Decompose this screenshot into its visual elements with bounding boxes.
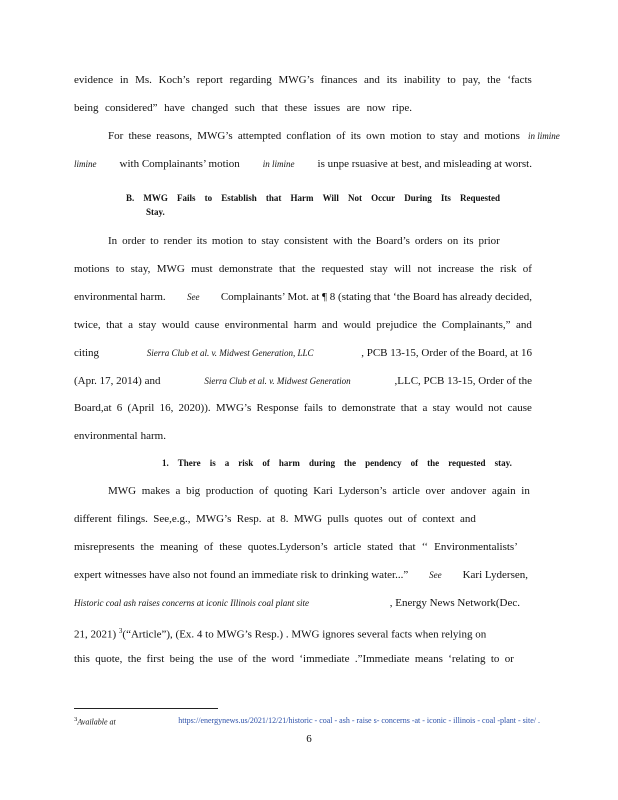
word: of [238, 653, 248, 665]
word: During [404, 193, 432, 203]
word: to [204, 193, 213, 203]
italic-term: limine [74, 159, 97, 169]
word: during [308, 458, 335, 468]
section-heading-b-cont: Stay. [146, 207, 165, 217]
word: MWG’s [215, 402, 252, 414]
text-run: (Apr. 17, 2014) and [74, 375, 161, 387]
word: would [161, 319, 190, 331]
word: pulls [327, 513, 349, 525]
word: evidence [74, 74, 114, 86]
word: Requested [460, 193, 500, 203]
word: MWG [156, 263, 185, 275]
word: stay. [494, 458, 512, 468]
word: 1. [162, 458, 169, 468]
word: not [417, 263, 432, 275]
word: is [209, 458, 216, 468]
word: of [336, 130, 346, 142]
word: and [364, 74, 380, 86]
word: MWG [143, 193, 168, 203]
word: ‘relating [448, 653, 486, 665]
word: would [343, 319, 371, 331]
word: Environmentalists’ [434, 541, 518, 553]
word: that [399, 541, 416, 553]
word: the [357, 235, 371, 247]
word: ‘immediate [299, 653, 350, 665]
word: such [234, 102, 255, 114]
word: and [463, 130, 480, 142]
word: the [127, 653, 142, 665]
body-line [74, 73, 532, 87]
word: quoting [273, 485, 308, 497]
word: out [388, 513, 403, 525]
body-line [74, 401, 532, 415]
word: now [366, 102, 386, 114]
word: to [328, 402, 337, 414]
body-line [108, 484, 530, 498]
word: orders [414, 235, 443, 247]
body-line [74, 318, 532, 332]
word: filings. [117, 513, 148, 525]
body-line [74, 652, 514, 666]
word: these [219, 541, 242, 553]
word: Lyderson’s [338, 485, 387, 497]
word: its [350, 130, 361, 142]
word: or [504, 653, 514, 665]
text-run: is unpe rsuasive at best, and misleading at worst. [317, 158, 532, 170]
word: In [108, 235, 118, 247]
word: Board’s [375, 235, 410, 247]
word: fails [303, 402, 323, 414]
word: this [74, 653, 90, 665]
word: Fails [176, 193, 196, 203]
word: the [301, 263, 316, 275]
body-line [74, 540, 518, 554]
word: would [455, 402, 483, 414]
word: There [177, 458, 201, 468]
word: stay, [130, 263, 151, 275]
text-run: environmental harm. [74, 291, 166, 303]
word: Resp. [236, 513, 262, 525]
word: For [108, 130, 124, 142]
word: conflation [286, 130, 332, 142]
word: the [422, 319, 437, 331]
word: regarding [229, 74, 272, 86]
word: a [175, 485, 181, 497]
text-run: Kari Lydersen, [462, 569, 528, 581]
word: that [278, 263, 296, 275]
word: stay [432, 402, 451, 414]
word: Response [256, 402, 299, 414]
word: cause [507, 402, 532, 414]
word: Will [322, 193, 339, 203]
word: Harm [290, 193, 314, 203]
body-line [74, 429, 166, 443]
footnote-separator [74, 708, 218, 709]
word: environmental [74, 430, 138, 442]
word: ripe. [392, 102, 412, 114]
word: the [252, 653, 267, 665]
word: consistent [284, 235, 329, 247]
word: on [447, 235, 459, 247]
word: (April [127, 402, 155, 414]
word: MWG’s [195, 513, 232, 525]
word: Occur [371, 193, 396, 203]
word: of [410, 458, 419, 468]
word: considered” [105, 102, 158, 114]
word: a [128, 319, 133, 331]
word: report [196, 74, 223, 86]
word: pay, [462, 74, 481, 86]
text-run: ,LLC, PCB 13-15, Order of the [394, 375, 532, 387]
word: production [205, 485, 254, 497]
case-citation: Sierra Club et al. v. Midwest Generation, LLC [146, 348, 314, 358]
word: Koch’s [158, 74, 190, 86]
word: to [115, 263, 125, 275]
body-line [74, 374, 532, 388]
article-title: Historic coal ash raises concerns at iconic Illinois coal plant site [74, 598, 309, 608]
word: and [321, 319, 338, 331]
case-citation: Sierra Club et al. v. Midwest Generation [204, 376, 351, 386]
body-line [108, 129, 520, 143]
word: to [426, 130, 436, 142]
word: are [346, 102, 361, 114]
word: harm. [140, 430, 166, 442]
page-number: 6 [306, 733, 312, 745]
word: again [491, 485, 516, 497]
word: that [265, 193, 282, 203]
word: .”Immediate [354, 653, 410, 665]
word: demonstrate [341, 402, 396, 414]
word: article [392, 485, 420, 497]
text-run: with Complainants’ motion [119, 158, 240, 170]
word: order [122, 235, 146, 247]
word: inability [403, 74, 441, 86]
word: motion [211, 235, 244, 247]
word: to [447, 74, 456, 86]
word: that [400, 402, 418, 414]
word: quotes [354, 513, 383, 525]
word: attempted [237, 130, 282, 142]
body-line [74, 568, 528, 582]
word: the [140, 541, 154, 553]
word: increase [437, 263, 474, 275]
body-line [74, 512, 476, 526]
word: prior [478, 235, 500, 247]
word: the [199, 653, 213, 665]
word: that [261, 102, 278, 114]
word: issues [313, 102, 341, 114]
word: render [163, 235, 192, 247]
word: not [488, 402, 503, 414]
word: that [106, 319, 123, 331]
italic-term: See [186, 292, 200, 302]
word: 2020)). [178, 402, 211, 414]
word: in [119, 74, 129, 86]
word: risk [499, 263, 517, 275]
text-run: , PCB 13-15, Order of the Board, at 16 [361, 347, 532, 359]
word: and [516, 319, 532, 331]
text-run: 21, 2021) $^3$(“Article”), (Ex. 4 to MWG’s Resp.) . MWG ignores several facts when relying on [74, 627, 487, 641]
word: word [271, 653, 295, 665]
word: quotes.Lyderson’s [247, 541, 328, 553]
word: with [332, 235, 353, 247]
word: stay [138, 319, 157, 331]
word: a [224, 458, 230, 468]
body-line [74, 596, 520, 610]
word: stay [440, 130, 459, 142]
word: MWG [108, 485, 137, 497]
body-line [74, 346, 532, 360]
word: of [407, 513, 417, 525]
word: different [74, 513, 112, 525]
word: misrepresents [74, 541, 135, 553]
word: B. [126, 193, 135, 203]
word: Ms. [135, 74, 152, 86]
word: own [366, 130, 386, 142]
word: demonstrate [218, 263, 273, 275]
word: twice, [74, 319, 101, 331]
text-run: citing [74, 347, 100, 359]
word: its [196, 235, 208, 247]
body-line [74, 290, 532, 304]
footnote-link[interactable]: https://energynews.us/2021/12/21/historic - coal - ash - raise s- concerns -at - iconic - illinois - coal -plant - site/ . [178, 716, 540, 725]
footnote-marker: 3 [118, 627, 123, 635]
word: 8. [280, 513, 289, 525]
italic-term: in limine [528, 131, 560, 141]
word: 16, [159, 402, 174, 414]
word: pendency [365, 458, 402, 468]
word: means [414, 653, 443, 665]
word: andover [450, 485, 487, 497]
text-run: , Energy News Network(Dec. [389, 597, 520, 609]
word: have [164, 102, 185, 114]
word: stay [261, 235, 280, 247]
word: the [427, 458, 440, 468]
word: motions [74, 263, 110, 275]
word: cause [194, 319, 220, 331]
word: ‘facts [507, 74, 532, 86]
word: in [521, 485, 530, 497]
footnote-label: Available at [77, 717, 116, 727]
body-line [108, 234, 500, 248]
word: the [480, 263, 494, 275]
word: will [394, 263, 412, 275]
word: a [422, 402, 428, 414]
footnote [74, 716, 540, 727]
word: to [150, 235, 159, 247]
word: MWG [293, 513, 322, 525]
word: quote, [95, 653, 123, 665]
word: requested [448, 458, 486, 468]
word: reasons, [156, 130, 193, 142]
word: prejudice [376, 319, 418, 331]
word: requested [321, 263, 364, 275]
word: context [422, 513, 455, 525]
section-heading-b [126, 193, 500, 203]
word: its [386, 74, 398, 86]
word: being [169, 653, 195, 665]
word: changed [191, 102, 229, 114]
word: harm [293, 319, 317, 331]
body-line [74, 624, 532, 642]
word: article [333, 541, 362, 553]
word: the [344, 458, 357, 468]
word: the [487, 74, 501, 86]
word: these [284, 102, 308, 114]
word: Complainants,” [441, 319, 511, 331]
word: ‘‘ [421, 541, 429, 553]
word: stay [369, 263, 388, 275]
word: of [262, 458, 270, 468]
word: of [259, 485, 269, 497]
word: meaning [160, 541, 198, 553]
word: to [490, 653, 500, 665]
word: finances [320, 74, 358, 86]
italic-term: in limine [262, 159, 295, 169]
word: harm [278, 458, 300, 468]
word: See,e.g., [153, 513, 191, 525]
word: Not [348, 193, 363, 203]
word: environmental [224, 319, 289, 331]
footnote-number: 3 [74, 716, 78, 723]
word: these [128, 130, 152, 142]
subsection-heading-1 [162, 458, 512, 468]
word: use [218, 653, 233, 665]
word: at [266, 513, 275, 525]
word: stated [367, 541, 393, 553]
word: makes [141, 485, 170, 497]
word: its [463, 235, 474, 247]
word: over [425, 485, 446, 497]
text-run: Complainants’ Mot. at ¶ 8 (stating that ‘the Board has already decided, [220, 291, 532, 303]
word: first [146, 653, 165, 665]
word: MWG’s [278, 74, 314, 86]
word: to [247, 235, 257, 247]
word: and [459, 513, 476, 525]
text-run: expert witnesses have also not found an immediate risk to drinking water...” [74, 569, 409, 581]
word: being [74, 102, 99, 114]
word: must [191, 263, 213, 275]
body-line [74, 101, 412, 115]
word: Establish [221, 193, 257, 203]
word: Board,at [74, 402, 112, 414]
body-line [74, 262, 532, 276]
italic-term: See [429, 570, 442, 580]
word: of [204, 541, 214, 553]
word: motions [484, 130, 520, 142]
word: big [186, 485, 201, 497]
word: motion [390, 130, 422, 142]
word: 6 [116, 402, 123, 414]
word: MWG’s [197, 130, 233, 142]
word: of [522, 263, 532, 275]
word: Kari [313, 485, 333, 497]
word: risk [238, 458, 254, 468]
body-line [74, 157, 532, 171]
word: Its [440, 193, 451, 203]
